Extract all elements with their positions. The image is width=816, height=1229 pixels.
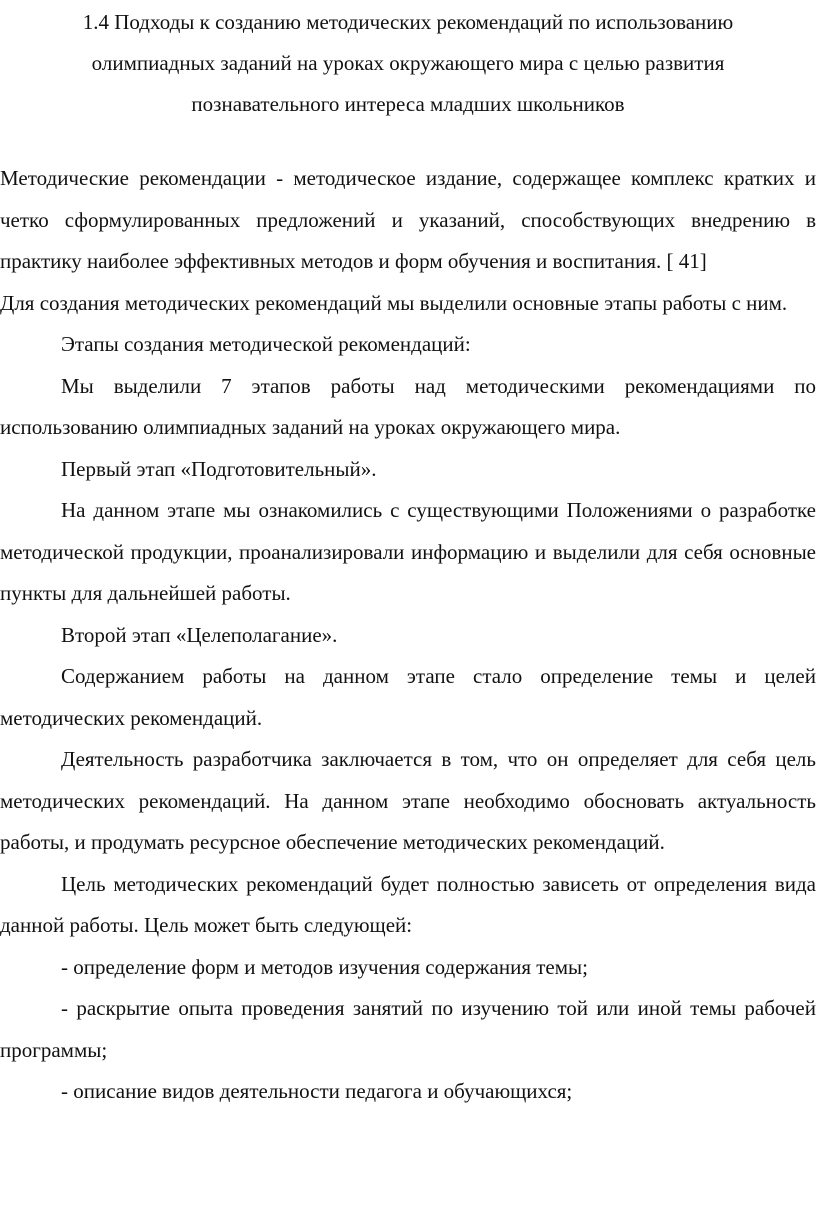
list-item: - раскрытие опыта проведения занятий по изучению той или иной темы рабочей программы; [0,996,816,1062]
list-item: - описание видов деятельности педагога и обучающихся; [61,1079,573,1103]
paragraph-definition: Методические рекомендации - методическое издание, содержащее комплекс кратких и четко сформулированных предложений и указаний, способствующих внедрению в практику наиболее эффективных методов и форм обучения и воспитания. [ 41] [0,166,816,273]
list-item: - определение форм и методов изучения содержания темы; [61,954,588,979]
paragraph-stages-title: Этапы создания методической рекомендаций: [61,332,471,356]
heading-line-1: 1.4 Подходы к созданию методических рекомендаций по использованию [82,10,734,34]
heading-line-3: познавательного интереса младших школьников [191,92,625,116]
body-text [0,158,816,1113]
section-heading [0,2,816,125]
paragraph-goal: Цель методических рекомендаций будет полностью зависеть от определения вида данной работы. Цель может быть следующей: [0,871,816,937]
paragraph-seven-stages: Мы выделили 7 этапов работы над методическими рекомендациями по использованию олимпиадных заданий на уроках окружающего мира. [0,373,816,439]
paragraph-stage-2: Второй этап «Целеполагание». [61,622,338,647]
paragraph-stage-1: Первый этап «Подготовительный». [61,456,377,481]
paragraph-stage-1-content: На данном этапе мы ознакомились с существующими Положениями о разработке методической продукции, проанализировали информацию и выделили для себя основные пункты для дальнейшей работы. [0,498,816,605]
heading-line-2: олимпиадных заданий на уроках окружающего мира с целью развития [91,51,725,75]
paragraph-developer-activity: Деятельность разработчика заключается в том, что он определяет для себя цель методических рекомендаций. На данном этапе необходимо обосновать актуальность работы, и продумать ресурсное обеспечение методических рекомендаций. [0,747,816,854]
paragraph-stages-intro: Для создания методических рекомендаций мы выделили основные этапы работы с ним. [0,290,788,315]
paragraph-stage-2-content: Содержанием работы на данном этапе стало определение темы и целей методических рекомендаций. [0,664,816,730]
